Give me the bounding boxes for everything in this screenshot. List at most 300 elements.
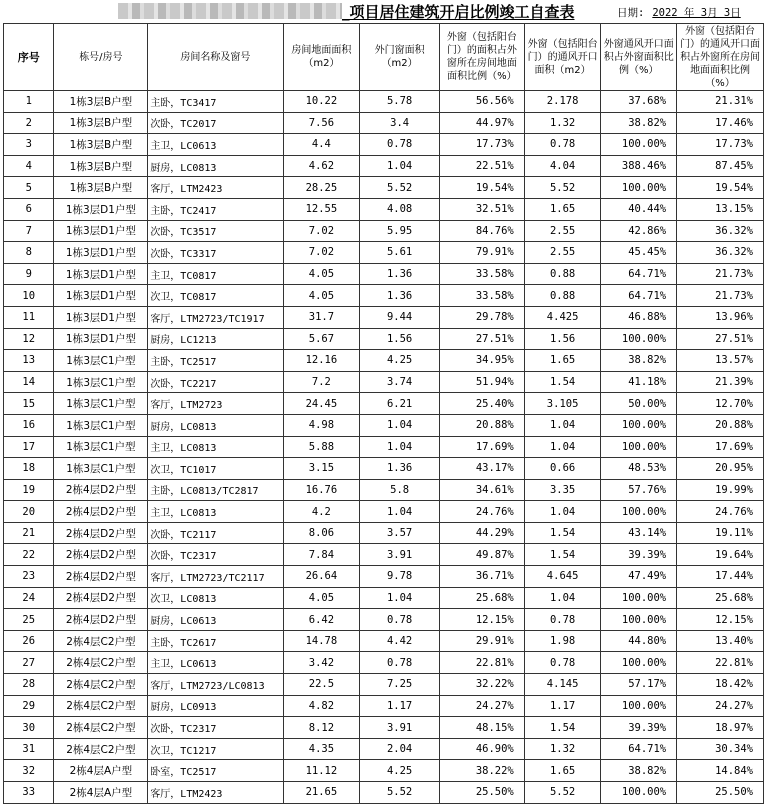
table-cell: 1.32 [524,738,601,760]
table-cell: 388.46% [601,155,677,177]
column-header: 栋号/房号 [54,24,148,91]
table-cell: 36.32% [677,220,764,242]
table-row [4,112,764,134]
table-cell: 28 [4,674,54,696]
table-cell: 3.4 [360,112,440,134]
table-cell: 1.04 [524,436,601,458]
table-cell: 1.04 [360,501,440,523]
table-cell: 4.98 [283,414,360,436]
table-cell: 24.27% [439,695,524,717]
table-cell: 1.17 [524,695,601,717]
table-cell: 45.45% [601,242,677,264]
table-cell: 1.04 [360,436,440,458]
table-cell: 27 [4,652,54,674]
table-cell: 厨房，LC1213 [148,328,283,350]
table-cell: 100.00% [601,609,677,631]
table-cell: 48.53% [601,458,677,480]
table-cell: 4.62 [283,155,360,177]
table-cell: 主卧，LC0813/TC2817 [148,479,283,501]
table-cell: 50.00% [601,393,677,415]
table-cell: 1.04 [524,414,601,436]
table-cell: 1.17 [360,695,440,717]
table-cell: 25.68% [677,587,764,609]
column-header: 房间名称及窗号 [148,24,283,91]
table-cell: 43.14% [601,522,677,544]
table-cell: 5.67 [283,328,360,350]
table-cell: 100.00% [601,414,677,436]
table-cell: 16 [4,414,54,436]
table-cell: 39.39% [601,544,677,566]
table-row [4,242,764,264]
table-cell: 客厅，LTM2723/LC0813 [148,674,283,696]
table-cell: 21.39% [677,371,764,393]
table-cell: 5.52 [524,177,601,199]
table-cell: 0.88 [524,285,601,307]
table-cell: 26 [4,630,54,652]
table-cell: 100.00% [601,501,677,523]
table-cell: 1.54 [524,717,601,739]
table-cell: 21.65 [283,782,360,804]
table-cell: 57.76% [601,479,677,501]
table-row [4,695,764,717]
table-cell: 3.42 [283,652,360,674]
column-header: 外窗（包括阳台门）的通风开口面积（m2） [524,24,601,91]
table-cell: 2栋4层C2户型 [54,717,148,739]
table-cell: 0.78 [524,652,601,674]
table-cell: 24.27% [677,695,764,717]
table-cell: 20.95% [677,458,764,480]
table-cell: 2栋4层D2户型 [54,566,148,588]
table-cell: 19.64% [677,544,764,566]
table-cell: 25 [4,609,54,631]
table-cell: 56.56% [439,91,524,113]
table-cell: 31.7 [283,306,360,328]
table-cell: 87.45% [677,155,764,177]
table-cell: 18.42% [677,674,764,696]
table-cell: 24.76% [439,501,524,523]
table-cell: 46.88% [601,306,677,328]
table-cell: 29.91% [439,630,524,652]
table-cell: 主卫，TC0817 [148,263,283,285]
table-cell: 46.90% [439,738,524,760]
table-cell: 2栋4层A户型 [54,782,148,804]
table-cell: 1.98 [524,630,601,652]
table-cell: 0.78 [360,609,440,631]
table-cell: 1栋3层B户型 [54,91,148,113]
table-cell: 7 [4,220,54,242]
table-cell: 37.68% [601,91,677,113]
table-cell: 8.06 [283,522,360,544]
table-cell: 13.57% [677,350,764,372]
table-cell: 客厅，LTM2723 [148,393,283,415]
table-cell: 9.44 [360,306,440,328]
table-cell: 次卫，TC1217 [148,738,283,760]
table-row [4,393,764,415]
table-cell: 34.95% [439,350,524,372]
table-cell: 13.40% [677,630,764,652]
table-cell: 14.78 [283,630,360,652]
table-row [4,155,764,177]
table-row [4,285,764,307]
table-cell: 0.78 [360,652,440,674]
table-cell: 2栋4层D2户型 [54,522,148,544]
column-header: 房间地面面积（m2） [283,24,360,91]
table-cell: 8.12 [283,717,360,739]
table-cell: 客厅，LTM2423 [148,782,283,804]
table-cell: 5.8 [360,479,440,501]
table-cell: 32.51% [439,198,524,220]
table-cell: 卧室，TC2517 [148,760,283,782]
table-cell: 33.58% [439,285,524,307]
table-cell: 100.00% [601,587,677,609]
table-row [4,652,764,674]
table-cell: 21.73% [677,285,764,307]
table-cell: 2栋4层C2户型 [54,652,148,674]
table-cell: 1栋3层D1户型 [54,285,148,307]
table-cell: 0.88 [524,263,601,285]
table-cell: 厨房，LC0813 [148,414,283,436]
table-cell: 100.00% [601,328,677,350]
table-cell: 29.78% [439,306,524,328]
table-cell: 1栋3层B户型 [54,134,148,156]
table-cell: 18 [4,458,54,480]
table-cell: 3.74 [360,371,440,393]
redacted-project-name [118,3,342,19]
table-cell: 11 [4,306,54,328]
table-cell: 38.82% [601,112,677,134]
table-cell: 17.69% [677,436,764,458]
table-cell: 5.78 [360,91,440,113]
table-cell: 22.51% [439,155,524,177]
table-cell: 19.11% [677,522,764,544]
table-cell: 84.76% [439,220,524,242]
table-cell: 7.84 [283,544,360,566]
table-cell: 1.36 [360,458,440,480]
table-row [4,501,764,523]
table-cell: 2栋4层D2户型 [54,609,148,631]
table-cell: 21 [4,522,54,544]
table-cell: 22.81% [439,652,524,674]
table-cell: 12.16 [283,350,360,372]
table-cell: 3.57 [360,522,440,544]
table-cell: 6.42 [283,609,360,631]
table-cell: 24.76% [677,501,764,523]
table-cell: 14.84% [677,760,764,782]
table-row [4,782,764,804]
table-cell: 25.50% [439,782,524,804]
table-cell: 33.58% [439,263,524,285]
table-cell: 1栋3层D1户型 [54,198,148,220]
table-cell: 3.91 [360,544,440,566]
date-line [617,5,741,20]
table-cell: 100.00% [601,134,677,156]
table-row [4,263,764,285]
table-cell: 2栋4层D2户型 [54,544,148,566]
table-cell: 次卫，TC0817 [148,285,283,307]
table-cell: 19.99% [677,479,764,501]
table-cell: 36.71% [439,566,524,588]
table-cell: 2栋4层D2户型 [54,501,148,523]
table-cell: 1栋3层D1户型 [54,306,148,328]
table-cell: 4.82 [283,695,360,717]
table-cell: 40.44% [601,198,677,220]
table-cell: 33 [4,782,54,804]
table-cell: 1.04 [360,414,440,436]
table-cell: 27.51% [677,328,764,350]
column-header: 外窗（包括阳台门）的面积占外窗所在房间地面面积比例（%） [439,24,524,91]
table-cell: 39.39% [601,717,677,739]
table-cell: 57.17% [601,674,677,696]
table-cell: 4.25 [360,760,440,782]
table-row [4,371,764,393]
table-row [4,674,764,696]
table-cell: 1.36 [360,285,440,307]
table-cell: 主卧，TC2417 [148,198,283,220]
table-cell: 17.73% [439,134,524,156]
table-row [4,544,764,566]
table-cell: 2栋4层C2户型 [54,695,148,717]
table-cell: 42.86% [601,220,677,242]
table-cell: 12.15% [677,609,764,631]
column-header: 外窗（包括阳台门）的通风开口面积占外窗所在房间地面面积比例（%） [677,24,764,91]
table-cell: 19 [4,479,54,501]
table-cell: 4.2 [283,501,360,523]
table-cell: 7.56 [283,112,360,134]
table-cell: 1栋3层B户型 [54,112,148,134]
table-cell: 100.00% [601,695,677,717]
table-cell: 21.73% [677,263,764,285]
table-cell: 16.76 [283,479,360,501]
table-cell: 2.04 [360,738,440,760]
table-cell: 64.71% [601,263,677,285]
table-cell: 30 [4,717,54,739]
table-cell: 2栋4层C2户型 [54,738,148,760]
table-row [4,630,764,652]
table-cell: 25.40% [439,393,524,415]
table-cell: 51.94% [439,371,524,393]
table-cell: 0.78 [524,609,601,631]
table-cell: 1栋3层D1户型 [54,242,148,264]
table-cell: 25.50% [677,782,764,804]
table-cell: 4.35 [283,738,360,760]
table-cell: 6.21 [360,393,440,415]
table-cell: 4.05 [283,263,360,285]
page-title: _项目居住建筑开启比例竣工自查表 [342,3,575,21]
table-cell: 14 [4,371,54,393]
table-cell: 主卧，TC2617 [148,630,283,652]
table-cell: 79.91% [439,242,524,264]
table-cell: 17.46% [677,112,764,134]
table-cell: 25.68% [439,587,524,609]
table-cell: 次卧，TC3317 [148,242,283,264]
table-cell: 1.65 [524,760,601,782]
table-cell: 23 [4,566,54,588]
table-cell: 1栋3层B户型 [54,177,148,199]
table-cell: 3.91 [360,717,440,739]
table-cell: 26.64 [283,566,360,588]
table-cell: 48.15% [439,717,524,739]
table-cell: 27.51% [439,328,524,350]
table-cell: 1栋3层C1户型 [54,436,148,458]
table-cell: 0.78 [360,134,440,156]
table-cell: 次卧，TC2317 [148,717,283,739]
table-cell: 12.70% [677,393,764,415]
table-row [4,328,764,350]
table-cell: 19.54% [439,177,524,199]
table-cell: 13.15% [677,198,764,220]
table-row [4,458,764,480]
table-cell: 100.00% [601,782,677,804]
table-cell: 13.96% [677,306,764,328]
table-cell: 4 [4,155,54,177]
table-cell: 7.02 [283,242,360,264]
table-row [4,717,764,739]
table-body [4,91,764,804]
table-cell: 21.31% [677,91,764,113]
table-cell: 1.56 [360,328,440,350]
table-cell: 44.80% [601,630,677,652]
table-cell: 4.25 [360,350,440,372]
table-cell: 41.18% [601,371,677,393]
table-cell: 1.32 [524,112,601,134]
table-cell: 7.2 [283,371,360,393]
table-cell: 客厅，LTM2723/TC1917 [148,306,283,328]
table-cell: 7.25 [360,674,440,696]
table-cell: 2.55 [524,220,601,242]
table-cell: 12.15% [439,609,524,631]
table-cell: 22.5 [283,674,360,696]
table-cell: 6 [4,198,54,220]
table-cell: 次卫，LC0813 [148,587,283,609]
table-cell: 1栋3层D1户型 [54,220,148,242]
table-row [4,609,764,631]
table-cell: 2栋4层D2户型 [54,479,148,501]
table-cell: 31 [4,738,54,760]
table-cell: 次卧，TC2217 [148,371,283,393]
table-row [4,760,764,782]
table-row [4,91,764,113]
table-cell: 100.00% [601,177,677,199]
table-cell: 5.52 [360,177,440,199]
table-cell: 1.65 [524,198,601,220]
table-cell: 8 [4,242,54,264]
table-cell: 1栋3层C1户型 [54,371,148,393]
table-cell: 主卫，LC0613 [148,652,283,674]
table-cell: 3.15 [283,458,360,480]
table-cell: 49.87% [439,544,524,566]
table-cell: 64.71% [601,285,677,307]
table-cell: 1.04 [360,587,440,609]
table-cell: 29 [4,695,54,717]
table-cell: 4.05 [283,285,360,307]
table-cell: 1栋3层C1户型 [54,393,148,415]
table-row [4,198,764,220]
table-cell: 4.645 [524,566,601,588]
table-cell: 10.22 [283,91,360,113]
table-cell: 9 [4,263,54,285]
table-cell: 1.54 [524,371,601,393]
table-cell: 20.88% [677,414,764,436]
table-cell: 5.95 [360,220,440,242]
table-cell: 1栋3层C1户型 [54,350,148,372]
table-cell: 主卧，TC3417 [148,91,283,113]
date-label: 日期: [617,7,645,19]
table-cell: 4.05 [283,587,360,609]
table-cell: 5.61 [360,242,440,264]
table-cell: 11.12 [283,760,360,782]
table-cell: 32 [4,760,54,782]
table-row [4,522,764,544]
table-cell: 1.04 [524,587,601,609]
table-cell: 4.04 [524,155,601,177]
table-cell: 1.04 [360,155,440,177]
table-cell: 1栋3层C1户型 [54,414,148,436]
table-cell: 10 [4,285,54,307]
table-cell: 1.65 [524,350,601,372]
table-row [4,306,764,328]
column-header: 序号 [4,24,54,91]
table-cell: 17.44% [677,566,764,588]
table-cell: 100.00% [601,652,677,674]
table-cell: 22.81% [677,652,764,674]
table-cell: 1栋3层B户型 [54,155,148,177]
table-cell: 5 [4,177,54,199]
table-cell: 客厅，LTM2423 [148,177,283,199]
table-cell: 5.88 [283,436,360,458]
table-cell: 3.35 [524,479,601,501]
table-cell: 主卫，LC0813 [148,501,283,523]
table-cell: 34.61% [439,479,524,501]
table-cell: 24.45 [283,393,360,415]
table-cell: 1栋3层D1户型 [54,263,148,285]
column-header: 外门窗面积（m2） [360,24,440,91]
table-cell: 17.69% [439,436,524,458]
table-cell: 12 [4,328,54,350]
table-cell: 44.29% [439,522,524,544]
table-cell: 20.88% [439,414,524,436]
table-cell: 7.02 [283,220,360,242]
table-cell: 厨房，LC0913 [148,695,283,717]
table-cell: 1.36 [360,263,440,285]
table-cell: 1.54 [524,522,601,544]
table-row [4,177,764,199]
table-cell: 4.4 [283,134,360,156]
table-cell: 20 [4,501,54,523]
table-cell: 4.08 [360,198,440,220]
table-cell: 主卧，TC2517 [148,350,283,372]
table-cell: 0.66 [524,458,601,480]
table-cell: 2栋4层C2户型 [54,674,148,696]
table-cell: 4.425 [524,306,601,328]
table-cell: 4.145 [524,674,601,696]
table-cell: 2.55 [524,242,601,264]
table-cell: 2栋4层D2户型 [54,587,148,609]
table-cell: 13 [4,350,54,372]
table-cell: 17 [4,436,54,458]
table-cell: 2栋4层C2户型 [54,630,148,652]
table-cell: 1栋3层C1户型 [54,458,148,480]
table-cell: 38.22% [439,760,524,782]
table-header-row [4,24,764,91]
table-row [4,436,764,458]
column-header: 外窗通风开口面积占外窗面积比例（%） [601,24,677,91]
table-cell: 38.82% [601,760,677,782]
table-cell: 17.73% [677,134,764,156]
table-cell: 44.97% [439,112,524,134]
table-cell: 12.55 [283,198,360,220]
table-cell: 次卧，TC2317 [148,544,283,566]
table-cell: 30.34% [677,738,764,760]
